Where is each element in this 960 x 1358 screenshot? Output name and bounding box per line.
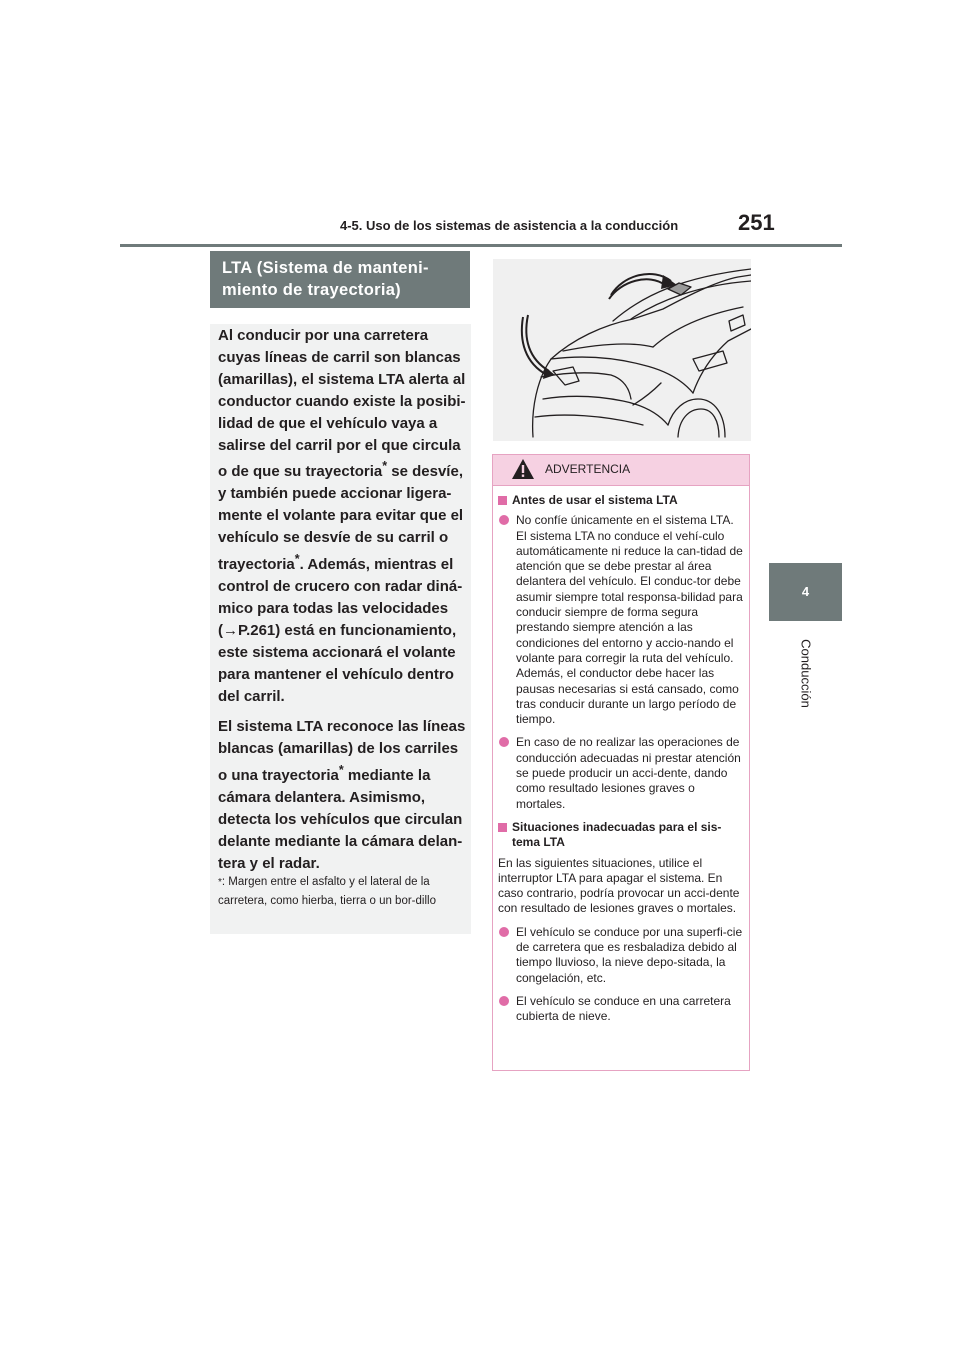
warning-bullet: En caso de no realizar las operaciones de conducción adecuadas ni prestar atención se puede producir un acci-dente, dando como resultado lesiones graves o mortales.: [498, 735, 743, 811]
warning-bullet: El vehículo se conduce por una superfi-cie de carretera que es resbaladiza debido al tiempo lluvioso, la nieve depo-sitada, la congelación, etc.: [498, 925, 743, 986]
chapter-tab: [769, 563, 842, 621]
section-title-line-2: miento de trayectoria): [222, 281, 401, 299]
running-header: 4-5. Uso de los sistemas de asistencia a la conducción: [340, 218, 679, 233]
chapter-label: Conducción: [798, 639, 814, 708]
vehicle-front-drawing: [493, 259, 751, 441]
warning-title: ADVERTENCIA: [545, 462, 631, 476]
warning-subheading: Situaciones inadecuadas para el sis-tema LTA: [498, 820, 743, 851]
warning-triangle-icon: [511, 458, 535, 480]
description-text: [218, 325, 468, 884]
asterisk-mark: *: [338, 763, 344, 778]
square-bullet-icon: [498, 496, 507, 505]
circle-bullet-icon: [499, 737, 509, 747]
circle-bullet-icon: [499, 996, 509, 1006]
footnote-marker: *: [218, 877, 222, 888]
warning-box: [492, 454, 750, 1071]
circle-bullet-icon: [499, 927, 509, 937]
warning-body: [493, 486, 749, 1025]
section-title: [210, 251, 470, 308]
header-rule: [120, 244, 842, 247]
asterisk-mark: *: [294, 552, 300, 567]
section-title-line-1: LTA (Sistema de manteni-: [222, 259, 429, 277]
asterisk-mark: *: [382, 459, 388, 474]
chapter-number: 4: [801, 584, 810, 599]
description-paragraph-2: El sistema LTA reconoce las líneas blancas (amarillas) de los carriles o una trayectoria* mediante la cámara delantera. Asimismo, detecta los vehículos que circulan delante mediante la cámara delan-tera y el radar.: [218, 718, 466, 872]
page-number: 251: [738, 210, 775, 235]
square-bullet-icon: [498, 823, 507, 832]
warning-bullet: El vehículo se conduce en una carretera cubierta de nieve.: [498, 994, 743, 1025]
warning-bullet: No confíe únicamente en el sistema LTA. El sistema LTA no conduce el vehí-culo automáticamente ni reduce la can-tidad de atención que se debe prestar al área delantera del vehículo. El conduc-tor debe asumir siempre total responsa-bilidad para conducir siempre de forma segura prestando siempre atención a las condiciones del entorno y accio-nando el volante para corregir la ruta del vehículo. Además, el conductor debe hacer las pausas necesarias si está cansado, como tras conducir durante un largo período de tiempo.: [498, 513, 743, 727]
vehicle-illustration: [493, 259, 751, 441]
warning-subheading: Antes de usar el sistema LTA: [498, 493, 743, 508]
warning-paragraph: En las siguientes situaciones, utilice el interruptor LTA para apagar el sistema. En caso contrario, podría provocar un acci-dente con resultado de lesiones graves o mortales.: [498, 855, 740, 916]
circle-bullet-icon: [499, 515, 509, 525]
description-paragraph-1: Al conducir por una carretera cuyas líneas de carril son blancas (amarillas), el sistema LTA alerta al conductor cuando existe la posibi-lidad de que el vehículo vaya a salirse del carril por el que circula o de que su trayectoria* se desvíe, y también puede accionar ligera-mente el volante para evitar que el vehículo se desvíe de su carril o trayectoria*. Además, mientras el control de crucero con radar diná-mico para todas las velocidades (→P.261) está en funcionamiento, este sistema accionará el volante para mantener el vehículo dentro del carril.: [218, 327, 466, 705]
footnote: *: Margen entre el asfalto y el lateral de la carretera, como hierba, tierra o un bor-dillo: [218, 876, 436, 907]
warning-header: [493, 455, 749, 486]
